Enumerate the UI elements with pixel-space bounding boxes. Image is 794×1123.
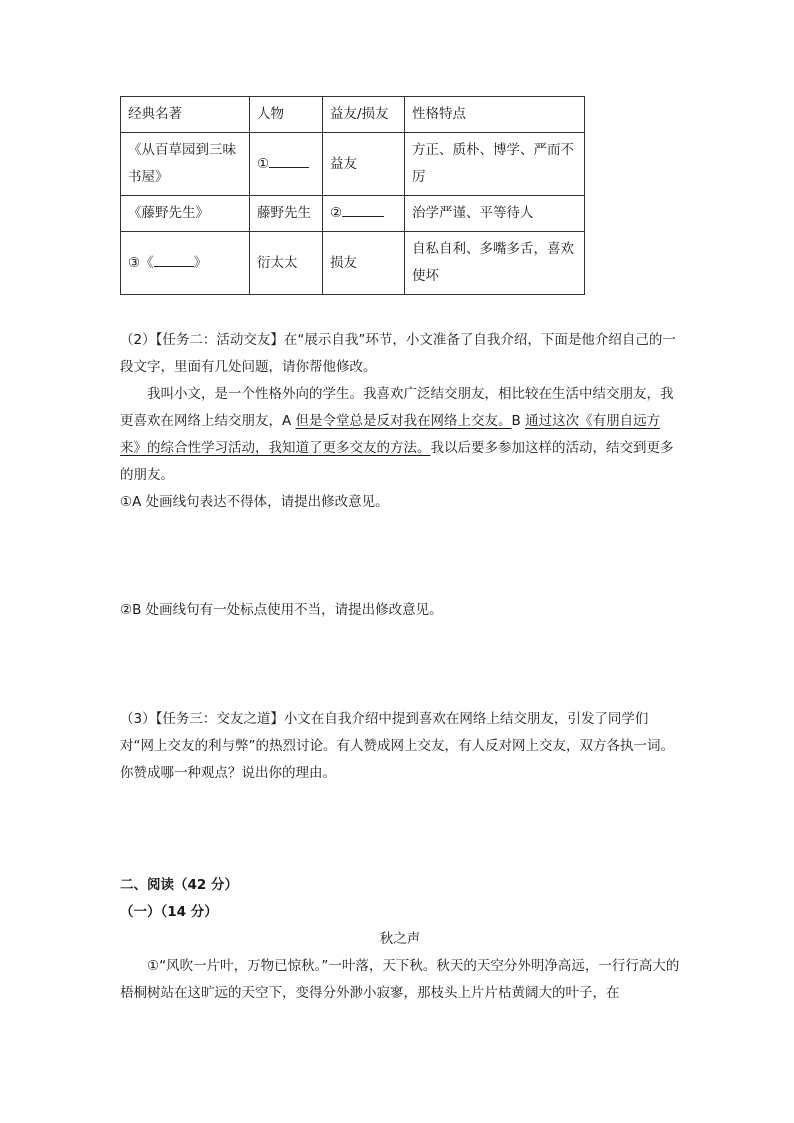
cell-type: 益友 [323,133,405,196]
cell-type: 损友 [323,232,405,295]
intro-text-part3: 我以后要多参加这样的活动，结交到更多的朋友。 [120,440,674,483]
self-introduction-text [120,381,680,489]
cell-traits: 自私自利、多嘴多舌，喜欢使坏 [405,232,585,295]
answer-blank-1[interactable] [269,153,309,168]
task3-question: （3）【任务三：交友之道】小文在自我介绍中提到喜欢在网络上结交朋友，引发了同学们对“网上交友的利与弊”的热烈讨论。有人赞成网上交友，有人反对网上交友，双方各执一词。你赞成哪一种观点？说出你的理由。 [120,711,674,781]
question-a: ①A 处画线句表达不得体，请提出修改意见。 [120,494,389,510]
blank-label: ③《 [128,254,154,271]
cell-book-blank [121,232,250,295]
table-row [121,196,585,232]
cell-person: 藤野先生 [250,196,323,232]
answer-blank-2[interactable] [342,202,384,217]
task2-intro: （2）【任务二：活动交友】在“展示自我”环节，小文准备了自我介绍，下面是他介绍自己的一段文字，里面有几处问题，请你帮他修改。 [120,332,676,375]
table-header-row [121,97,585,133]
passage-paragraph-1: ①“风吹一片叶，万物已惊秋。”一叶落，天下秋。秋天的天空分外明净高远，一行行高大的梧桐树站在这旷远的天空下，变得分外渺小寂寥，那枝头上片片枯黄阔大的叶子，在 [120,958,680,1001]
cell-type-blank [323,196,405,232]
answer-area-b[interactable] [120,628,680,706]
blank-suffix: 》 [193,254,208,271]
cell-person: 衍太太 [250,232,323,295]
passage-title: 秋之声 [379,931,421,947]
cell-person-blank [250,133,323,196]
cell-book: 《藤野先生》 [121,196,250,232]
underlined-sentence-b: 通过这次《有朋自远方来》的综合性学习活动，我知道了更多交友的方法。 [120,413,661,456]
answer-blank-3[interactable] [154,252,194,267]
blank-label: ① [257,155,270,172]
table-row [121,133,585,196]
cell-traits: 方正、质朴、博学、严而不厉 [405,133,585,196]
answer-area-task3[interactable] [120,792,680,872]
subsection-heading: （一）（14 分） [120,904,218,920]
header-person: 人物 [250,97,323,133]
section-heading: 二、阅读（42 分） [120,877,238,893]
question-b: ②B 处画线句有一处标点使用不当，请提出修改意见。 [120,602,443,618]
answer-area-a[interactable] [120,520,680,598]
header-friend-type: 益友/损友 [323,97,405,133]
header-classic: 经典名著 [121,97,250,133]
header-traits: 性格特点 [405,97,585,133]
intro-label-b: B [511,413,526,429]
table-row [121,232,585,295]
cell-traits: 治学严谨、平等待人 [405,196,585,232]
classics-table [120,96,585,295]
underlined-sentence-a: 但是令堂总是反对我在网络上交友。 [295,413,512,429]
intro-text-part1: 我叫小文，是一个性格外向的学生。我喜欢广泛结交朋友，相比较在生活中结交朋友，我更喜欢在网络上结交朋友，A [120,386,674,429]
cell-book: 《从百草园到三味书屋》 [121,133,250,196]
blank-label: ② [330,205,343,221]
